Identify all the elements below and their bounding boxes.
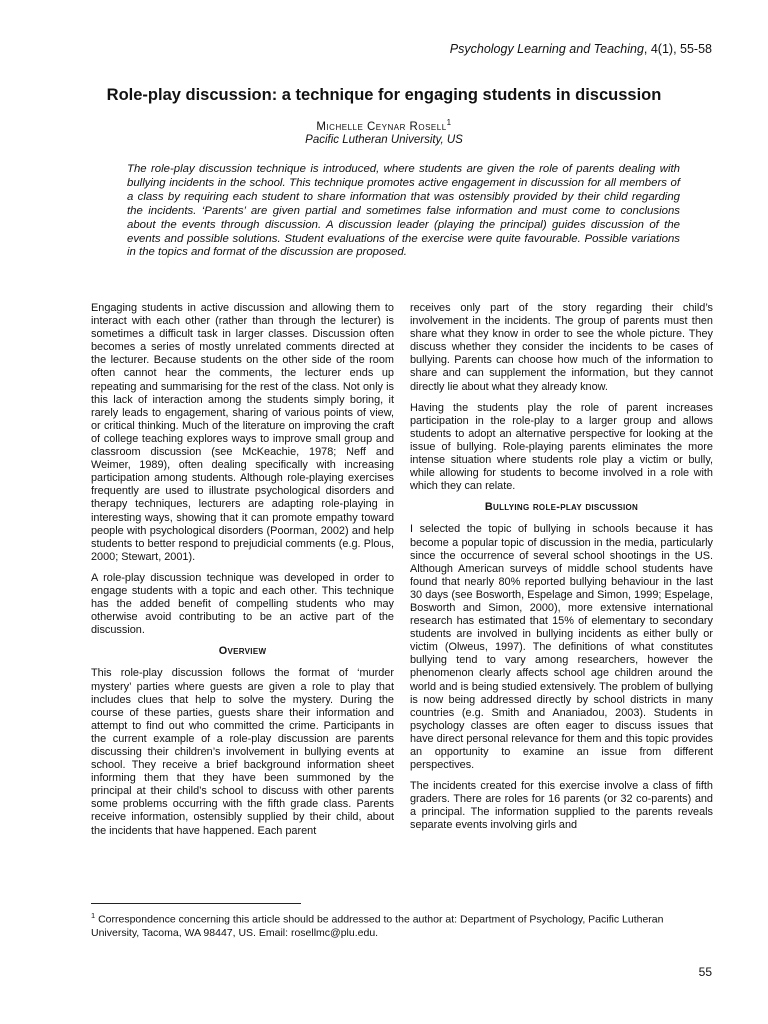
author-line — [0, 118, 768, 133]
author-name: Michelle Ceynar Rosell — [316, 120, 447, 133]
paragraph: A role-play discussion technique was developed in order to engage students with a topic and each other. This technique has the added benefit of compelling students who may otherwise avoid contributing to be an active part of the discussion. — [91, 571, 394, 637]
footnote-marker: 1 — [91, 911, 96, 920]
journal-volume-pages: , 4(1), 55-58 — [643, 42, 712, 56]
left-column — [91, 302, 394, 846]
footnote — [91, 909, 691, 941]
paragraph: Having the students play the role of parent increases participation in the role-play to a larger group and allows students to adopt an alternative perspective for looking at the issue of bullying. Role-playing parents eliminates the more intense situation where students role play a victim or bully, while allowing for students to become involved in a role with which they can relate. — [410, 401, 713, 493]
paragraph: The incidents created for this exercise involve a class of fifth graders. There are roles for 16 parents (or 32 co-parents) and a principal. The information supplied to the parents reveals separate events involving girls and — [410, 780, 713, 832]
paragraph: receives only part of the story regarding their child’s involvement in the incidents. The group of parents must then share what they know in order to see the whole picture. They discuss whether they consider the incidents to be cases of bullying. Parents can choose how much of the information to share and can supplement the information, but they cannot directly lie about what they already know. — [410, 302, 713, 393]
section-heading-bullying: Bullying role-play discussion — [484, 501, 639, 514]
footnote-text: Correspondence concerning this article should be addressed to the author at: Department of Psychology, Pacific Lutheran University, Tacoma, WA 98447, US. Email: rosellmc@plu.edu. — [91, 913, 664, 939]
paragraph: This role-play discussion follows the format of ‘murder mystery’ parties where guests are given a role to play that includes clues that help to solve the mystery. During the course of these parties, guests share their information and attempt to find out who committed the crime. Participants in the current example of a role-play discussion are parents discussing their children’s involvement in bullying events at school. They receive a brief background information sheet informing them that they have been summoned by the principal at their child’s school to discuss with other parents some problems occurring with the fifth grade class. Parents receive information, ostensibly supplied by their child, about the incidents that have happened. Each parent — [91, 667, 394, 837]
article-title: Role-play discussion: a technique for engaging students in discussion — [106, 86, 662, 104]
journal-citation — [450, 42, 712, 56]
abstract: The role-play discussion technique is introduced, where students are given the role of parents dealing with bullying incidents in the school. This technique promotes active engagement in discussion for all members of a class by requiring each student to share information that was ostensibly provided by their child regarding the incidents. ‘Parents’ are given partial and sometimes false information and must come to conclusions about the events through discussion. A discussion leader (playing the principal) guides discussion of the events and possible solutions. Student evaluations of the exercise were quite favourable. Possible variations in the topics and format of the discussion are proposed. — [127, 163, 680, 259]
footnote-divider — [91, 903, 301, 904]
right-column — [410, 302, 713, 841]
section-heading-overview: Overview — [218, 645, 267, 658]
journal-name: Psychology Learning and Teaching — [449, 42, 644, 56]
author-note-marker: 1 — [446, 118, 452, 127]
affiliation: Pacific Lutheran University, US — [305, 134, 463, 146]
page-number: 55 — [698, 965, 712, 979]
paragraph: I selected the topic of bullying in schools because it has become a popular topic of discussion in the media, particularly since the occurrence of several school shootings in the US. Although American surveys of middle school students have found that nearly 80% reported bullying behaviour in the last 30 days (see Bosworth, Espelage and Simon, 1999; Espelage, Bosworth and Simon, 2000), more extensive international research has estimated that 15% of elementary to secondary students are involved in bullying incidents as either bully or victim (Olweus, 1997). The definitions of what constitutes bullying tend to vary among researchers, however the phenomenon clearly affects school age children around the world and is being studied extensively. The problem of bullying is now being addressed directly by school districts in many countries (e.g. Smith and Ananiadou, 2003). Students in psychology classes are often eager to discuss issues that have direct personal relevance for them and this topic provides an opportunity to examine an issue from different perspectives. — [410, 523, 713, 772]
paragraph: Engaging students in active discussion and allowing them to interact with each other (rather than through the lecturer) is sometimes a difficult task in larger classes. Discussion often becomes a series of mostly unrelated comments directed at the lecturer. Because students on the other side of the room often cannot hear the comments, the lecturer ends up repeating and summarising for the rest of the class. Not only is this lack of interaction among the students simply boring, it rarely leads to engagement, sharing of various points of view, or critical thinking. Much of the literature on improving the craft of college teaching explores ways to improve small group and classroom discussion (see McKeachie, 1978; Neff and Weimer, 1989), often dealing specifically with increasing participation among students. Although role-playing exercises frequently are used to illustrate psychological disorders and therapy techniques, lecturers are adapting role-playing in interesting ways, showing that it can promote empathy toward people with psychological disorders (Poorman, 2002) and help students to better respond to prejudicial comments (e.g. Plous, 2000; Stewart, 2001). — [91, 302, 394, 563]
